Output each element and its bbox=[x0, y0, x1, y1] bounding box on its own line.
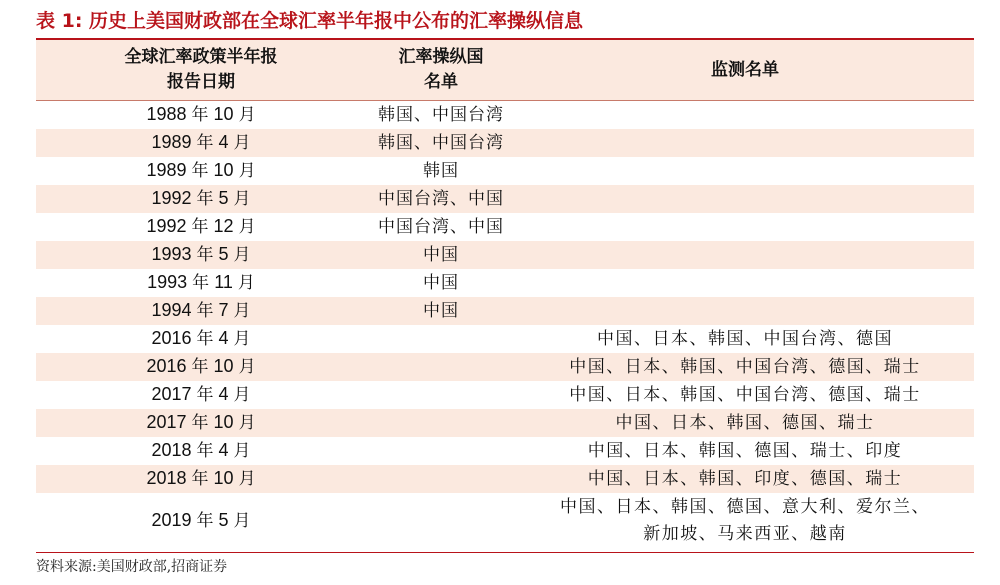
manipulator-list-cell: 中国台湾、中国 bbox=[366, 185, 516, 213]
year-char: 年 bbox=[196, 511, 214, 531]
report-month: 4 bbox=[218, 440, 229, 460]
year-char: 年 bbox=[191, 469, 209, 489]
monitoring-list-line: 中国、日本、韩国、中国台湾、德国、瑞士 bbox=[569, 384, 921, 405]
month-char: 月 bbox=[238, 161, 256, 181]
monitoring-list-cell bbox=[516, 465, 974, 493]
report-date-cell bbox=[36, 325, 366, 353]
report-year: 1993 bbox=[151, 244, 192, 264]
report-month: 4 bbox=[218, 384, 229, 404]
monitoring-list-cell bbox=[516, 157, 974, 185]
table-row bbox=[36, 381, 974, 409]
table-row bbox=[36, 297, 974, 325]
monitoring-list-line: 中国、日本、韩国、中国台湾、德国、瑞士 bbox=[569, 356, 921, 377]
report-date-cell bbox=[36, 269, 366, 297]
source-note: 资料来源:美国财政部,招商证券 bbox=[36, 559, 228, 575]
manipulator-list-cell: 中国 bbox=[423, 272, 459, 293]
manipulator-list-cell: 韩国、中国台湾 bbox=[366, 129, 516, 157]
table-row bbox=[36, 493, 974, 549]
monitoring-list-line-2: 新加坡、马来西亚、越南 bbox=[643, 524, 847, 544]
report-date-cell bbox=[36, 353, 366, 381]
manipulator-list-cell bbox=[366, 381, 516, 409]
year-char: 年 bbox=[191, 105, 209, 125]
header-report-date-line2: 报告日期 bbox=[167, 72, 235, 92]
table-row bbox=[36, 269, 974, 297]
report-date-cell bbox=[36, 129, 366, 157]
header-row bbox=[36, 40, 974, 101]
table-row bbox=[36, 409, 974, 437]
monitoring-list-cell bbox=[516, 129, 974, 157]
month-char: 月 bbox=[238, 413, 256, 433]
year-char: 年 bbox=[196, 441, 214, 461]
report-month: 5 bbox=[218, 244, 229, 264]
monitoring-list-line: 中国、日本、韩国、印度、德国、瑞士 bbox=[587, 468, 903, 489]
monitoring-list-line: 中国、日本、韩国、德国、意大利、爱尔兰、 bbox=[560, 497, 930, 517]
monitoring-list-cell bbox=[516, 353, 974, 381]
year-char: 年 bbox=[191, 217, 209, 237]
monitoring-list-cell bbox=[516, 213, 974, 241]
month-char: 月 bbox=[238, 357, 256, 377]
report-month: 5 bbox=[218, 510, 229, 530]
header-manipulators bbox=[366, 40, 516, 101]
report-month: 11 bbox=[214, 272, 233, 292]
report-date-cell bbox=[36, 157, 366, 185]
report-month: 7 bbox=[218, 300, 229, 320]
table-title: 表 1: 历史上美国财政部在全球汇率半年报中公布的汇率操纵信息 bbox=[36, 10, 584, 32]
report-month: 10 bbox=[213, 160, 234, 180]
table-row bbox=[36, 241, 974, 269]
manipulator-list-cell bbox=[366, 493, 516, 549]
month-char: 月 bbox=[238, 217, 256, 237]
table-row bbox=[36, 129, 974, 157]
month-char: 月 bbox=[238, 105, 256, 125]
report-month: 10 bbox=[213, 356, 234, 376]
report-month: 5 bbox=[218, 188, 229, 208]
table-row bbox=[36, 465, 974, 493]
manipulator-list-cell: 中国 bbox=[366, 297, 516, 325]
currency-manipulation-table bbox=[36, 40, 974, 549]
report-date-cell bbox=[36, 213, 366, 241]
manipulator-list-cell bbox=[366, 465, 516, 493]
report-year: 2018 bbox=[146, 468, 187, 488]
report-month: 10 bbox=[213, 468, 234, 488]
report-date-cell bbox=[36, 185, 366, 213]
monitoring-list-line: 中国、日本、韩国、德国、瑞士 bbox=[615, 412, 875, 433]
report-year: 2017 bbox=[151, 384, 192, 404]
monitoring-list-cell bbox=[516, 325, 974, 353]
month-char: 月 bbox=[238, 469, 256, 489]
month-char: 月 bbox=[233, 245, 251, 265]
table-row bbox=[36, 325, 974, 353]
monitoring-list-cell bbox=[516, 185, 974, 213]
bottom-rule bbox=[36, 552, 974, 553]
report-year: 2016 bbox=[151, 328, 192, 348]
monitoring-list-cell bbox=[516, 297, 974, 325]
manipulator-list-cell bbox=[366, 325, 516, 353]
report-date-cell bbox=[36, 101, 366, 130]
report-year: 2016 bbox=[146, 356, 187, 376]
report-date-cell bbox=[36, 381, 366, 409]
report-year: 2019 bbox=[151, 510, 192, 530]
table-row bbox=[36, 157, 974, 185]
monitoring-list-cell bbox=[516, 381, 974, 409]
year-char: 年 bbox=[192, 273, 210, 293]
manipulator-list-cell bbox=[366, 409, 516, 437]
monitoring-list-cell bbox=[516, 241, 974, 269]
year-char: 年 bbox=[191, 161, 209, 181]
report-year: 1992 bbox=[151, 188, 192, 208]
month-char: 月 bbox=[233, 511, 251, 531]
table-row bbox=[36, 353, 974, 381]
monitoring-list-cell bbox=[516, 409, 974, 437]
report-date-cell bbox=[36, 437, 366, 465]
month-char: 月 bbox=[237, 273, 255, 293]
report-date-cell bbox=[36, 409, 366, 437]
table-row bbox=[36, 101, 974, 130]
table-row bbox=[36, 213, 974, 241]
header-monitoring-list: 监测名单 bbox=[516, 40, 974, 101]
manipulator-list-cell: 中国 bbox=[366, 241, 516, 269]
manipulator-list-cell bbox=[366, 353, 516, 381]
month-char: 月 bbox=[233, 329, 251, 349]
month-char: 月 bbox=[233, 301, 251, 321]
report-year: 1994 bbox=[151, 300, 192, 320]
report-year: 1992 bbox=[146, 216, 187, 236]
monitoring-list-cell bbox=[516, 101, 974, 130]
month-char: 月 bbox=[233, 133, 251, 153]
report-year: 2018 bbox=[151, 440, 192, 460]
monitoring-list-line: 中国、日本、韩国、德国、瑞士、印度 bbox=[587, 440, 903, 461]
year-char: 年 bbox=[196, 189, 214, 209]
year-char: 年 bbox=[196, 245, 214, 265]
month-char: 月 bbox=[233, 441, 251, 461]
manipulator-list-cell: 韩国、中国台湾 bbox=[378, 104, 504, 125]
year-char: 年 bbox=[191, 413, 209, 433]
report-month: 4 bbox=[218, 328, 229, 348]
month-char: 月 bbox=[233, 189, 251, 209]
year-char: 年 bbox=[191, 357, 209, 377]
year-char: 年 bbox=[196, 133, 214, 153]
table-row bbox=[36, 437, 974, 465]
report-year: 1993 bbox=[147, 272, 188, 292]
header-report-date-line1: 全球汇率政策半年报 bbox=[124, 47, 278, 67]
report-month: 10 bbox=[213, 412, 234, 432]
manipulator-list-cell: 韩国 bbox=[423, 160, 459, 181]
header-report-date bbox=[36, 40, 366, 101]
report-date-cell bbox=[36, 493, 366, 549]
header-manipulators-line2: 名单 bbox=[424, 72, 458, 92]
month-char: 月 bbox=[233, 385, 251, 405]
monitoring-list-cell bbox=[516, 437, 974, 465]
monitoring-list-cell bbox=[516, 269, 974, 297]
manipulator-list-cell: 中国台湾、中国 bbox=[378, 216, 504, 237]
report-date-cell bbox=[36, 465, 366, 493]
year-char: 年 bbox=[196, 301, 214, 321]
header-manipulators-line1: 汇率操纵国 bbox=[398, 47, 484, 67]
monitoring-list-line: 中国、日本、韩国、中国台湾、德国 bbox=[597, 328, 893, 349]
monitoring-list-cell bbox=[516, 493, 974, 549]
report-date-cell bbox=[36, 297, 366, 325]
year-char: 年 bbox=[196, 385, 214, 405]
report-year: 1989 bbox=[151, 132, 192, 152]
report-month: 10 bbox=[213, 104, 234, 124]
report-year: 1989 bbox=[146, 160, 187, 180]
table-row bbox=[36, 185, 974, 213]
report-year: 1988 bbox=[146, 104, 187, 124]
report-month: 4 bbox=[218, 132, 229, 152]
manipulator-list-cell bbox=[366, 437, 516, 465]
report-year: 2017 bbox=[146, 412, 187, 432]
year-char: 年 bbox=[196, 329, 214, 349]
report-date-cell bbox=[36, 241, 366, 269]
report-month: 12 bbox=[213, 216, 234, 236]
